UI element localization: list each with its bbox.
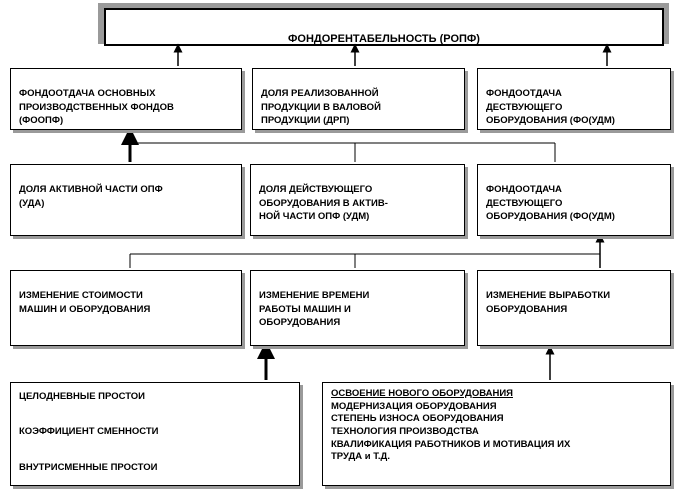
osvoenie-novogo-item: ОСВОЕНИЕ НОВОГО ОБОРУДОВАНИЯ (331, 388, 513, 399)
izmenenie-vremeni-label: ИЗМЕНЕНИЕ ВРЕМЕНИ РАБОТЫ МАШИН И ОБОРУДОВАНИЯ (259, 290, 370, 329)
izmenenie-stoimosti-label: ИЗМЕНЕНИЕ СТОИМОСТИ МАШИН И ОБОРУДОВАНИЯ (19, 290, 151, 315)
title-label: ФОНДОРЕНТАБЕЛЬНОСТЬ (РОПФ) (288, 32, 480, 45)
truda-item: ТРУДА и Т.Д. (331, 451, 390, 463)
izmenenie-vyrabotki-box (477, 270, 671, 346)
prostoi-box (10, 382, 300, 486)
izmenenie-stoimosti-box (10, 270, 242, 346)
vnutrismennye-prostoi-item: ВНУТРИСМЕННЫЕ ПРОСТОИ (19, 461, 158, 473)
dolya-deystvuyushchego-box (250, 164, 465, 236)
tehnologiya-item: ТЕХНОЛОГИЯ ПРОИЗВОДСТВА (331, 425, 479, 437)
izmenenie-vremeni-box (250, 270, 465, 346)
faktory-oborudovaniya-box (322, 382, 671, 486)
modernizaciya-item: МОДЕРНИЗАЦИЯ ОБОРУДОВАНИЯ (331, 400, 497, 412)
kvalifikaciya-item: КВАЛИФИКАЦИЯ РАБОТНИКОВ И МОТИВАЦИЯ ИХ (331, 438, 571, 450)
fondootdacha-opf-box (10, 68, 242, 130)
celodnevnye-prostoi-item: ЦЕЛОДНЕВНЫЕ ПРОСТОИ (19, 391, 146, 402)
dolya-aktivnoy-label: ДОЛЯ АКТИВНОЙ ЧАСТИ ОПФ (УДА) (19, 184, 163, 209)
fondootdacha-deystv-2-box (477, 164, 671, 236)
fondorentabelnost-box (104, 8, 664, 46)
fondootdacha-deystv-2-label: ФОНДООТДАЧА ДЕСТВУЮЩЕГО ОБОРУДОВАНИЯ (ФО(УДМ) (486, 184, 615, 223)
dolya-aktivnoy-box (10, 164, 242, 236)
fondootdacha-deystv-box (477, 68, 671, 130)
fondootdacha-deystv-label: ФОНДООТДАЧА ДЕСТВУЮЩЕГО ОБОРУДОВАНИЯ (ФО(УДМ) (486, 88, 615, 127)
fondootdacha-opf-label: ФОНДООТДАЧА ОСНОВНЫХ ПРОИЗВОДСТВЕННЫХ ФОНДОВ (ФООПФ) (19, 88, 174, 127)
stepen-iznosa-item: СТЕПЕНЬ ИЗНОСА ОБОРУДОВАНИЯ (331, 413, 504, 425)
dolya-realizovannoy-box (252, 68, 465, 130)
dolya-realizovannoy-label: ДОЛЯ РЕАЛИЗОВАННОЙ ПРОДУКЦИИ В ВАЛОВОЙ ПРОДУКЦИИ (ДРП) (261, 88, 381, 127)
izmenenie-vyrabotki-label: ИЗМЕНЕНИЕ ВЫРАБОТКИ ОБОРУДОВАНИЯ (486, 290, 611, 315)
koefficient-smennosti-item: КОЭФФИЦИЕНТ СМЕННОСТИ (19, 426, 159, 438)
dolya-deystvuyushchego-label: ДОЛЯ ДЕЙСТВУЮЩЕГО ОБОРУДОВАНИЯ В АКТИВ- НОЙ ЧАСТИ ОПФ (УДМ) (259, 184, 388, 223)
